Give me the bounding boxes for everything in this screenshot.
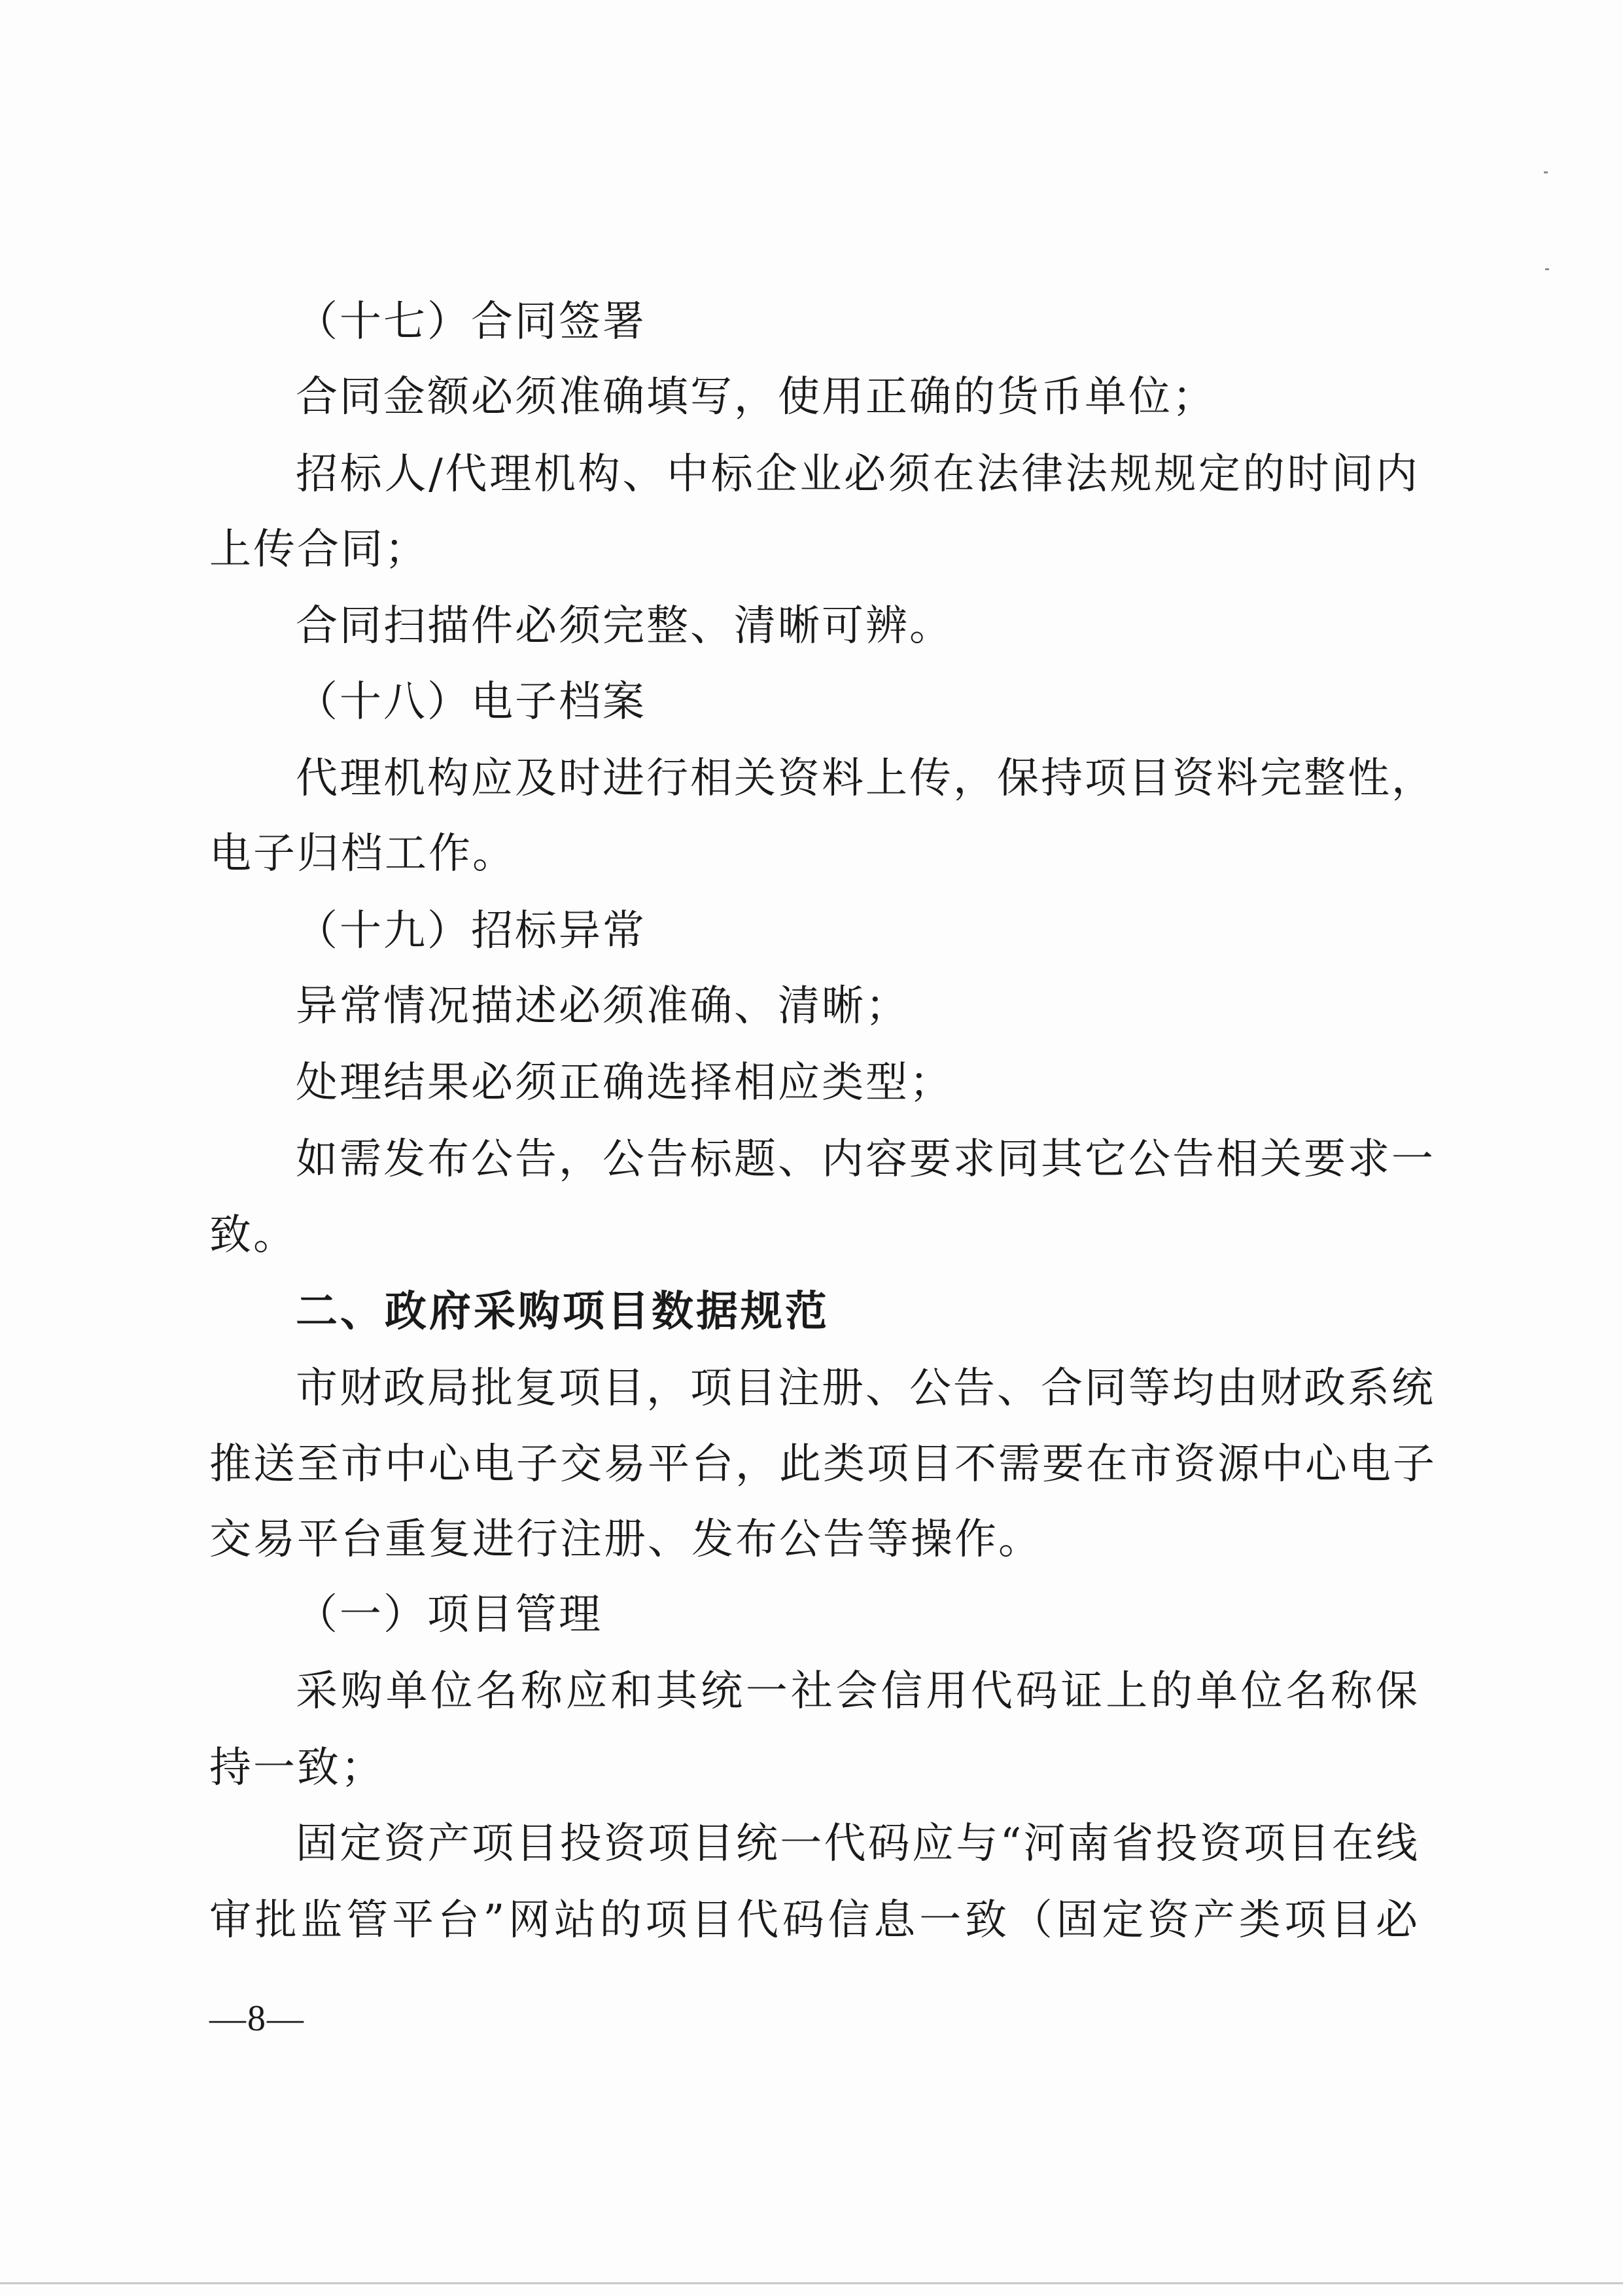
scan-speck-mark [1545, 268, 1549, 270]
paragraph-gov-procurement-3: 交易平台重复进行注册、发布公告等操作。 [209, 1515, 1042, 1564]
page-number: —8— [209, 1998, 305, 2039]
paragraph-archive-cont: 电子归档工作。 [209, 830, 516, 878]
paragraph-project-code: 固定资产项目投资项目统一代码应与“河南省投资项目在线 [296, 1820, 1420, 1868]
paragraph-contract-upload: 招标人/代理机构、中标企业必须在法律法规规定的时间内 [296, 450, 1420, 499]
chapter-heading-2: 二、政府采购项目数据规范 [296, 1288, 829, 1336]
paragraph-exception-desc: 异常情况描述必须准确、清晰； [296, 982, 909, 1031]
section-heading-18: （十八）电子档案 [296, 678, 646, 726]
paragraph-exception-notice-cont: 致。 [209, 1211, 297, 1260]
paragraph-contract-upload-cont: 上传合同； [209, 525, 428, 574]
section-heading-17: （十七）合同签署 [296, 298, 646, 346]
paragraph-purchaser-name: 采购单位名称应和其统一社会信用代码证上的单位名称保 [296, 1667, 1420, 1716]
paragraph-gov-procurement-1: 市财政局批复项目，项目注册、公告、合同等均由财政系统 [296, 1364, 1435, 1413]
scan-bottom-edge [0, 2282, 1623, 2284]
paragraph-exception-notice: 如需发布公告，公告标题、内容要求同其它公告相关要求一 [296, 1135, 1435, 1184]
paragraph-exception-result: 处理结果必须正确选择相应类型； [296, 1059, 953, 1107]
section-heading-19: （十九）招标异常 [296, 907, 646, 955]
paragraph-contract-amount: 合同金额必须准确填写，使用正确的货币单位； [296, 373, 1216, 421]
paragraph-archive: 代理机构应及时进行相关资料上传，保持项目资料完整性， [296, 754, 1435, 803]
paragraph-gov-procurement-2: 推送至市中心电子交易平台，此类项目不需要在市资源中心电子 [209, 1440, 1437, 1489]
scan-speck-mark [1544, 171, 1548, 173]
section-heading-1: （一）项目管理 [296, 1591, 602, 1639]
paragraph-purchaser-name-cont: 持一致； [209, 1744, 385, 1792]
paragraph-project-code-cont: 审批监管平台”网站的项目代码信息一致（固定资产类项目必 [209, 1896, 1420, 1945]
paragraph-contract-scan: 合同扫描件必须完整、清晰可辨。 [296, 602, 953, 650]
